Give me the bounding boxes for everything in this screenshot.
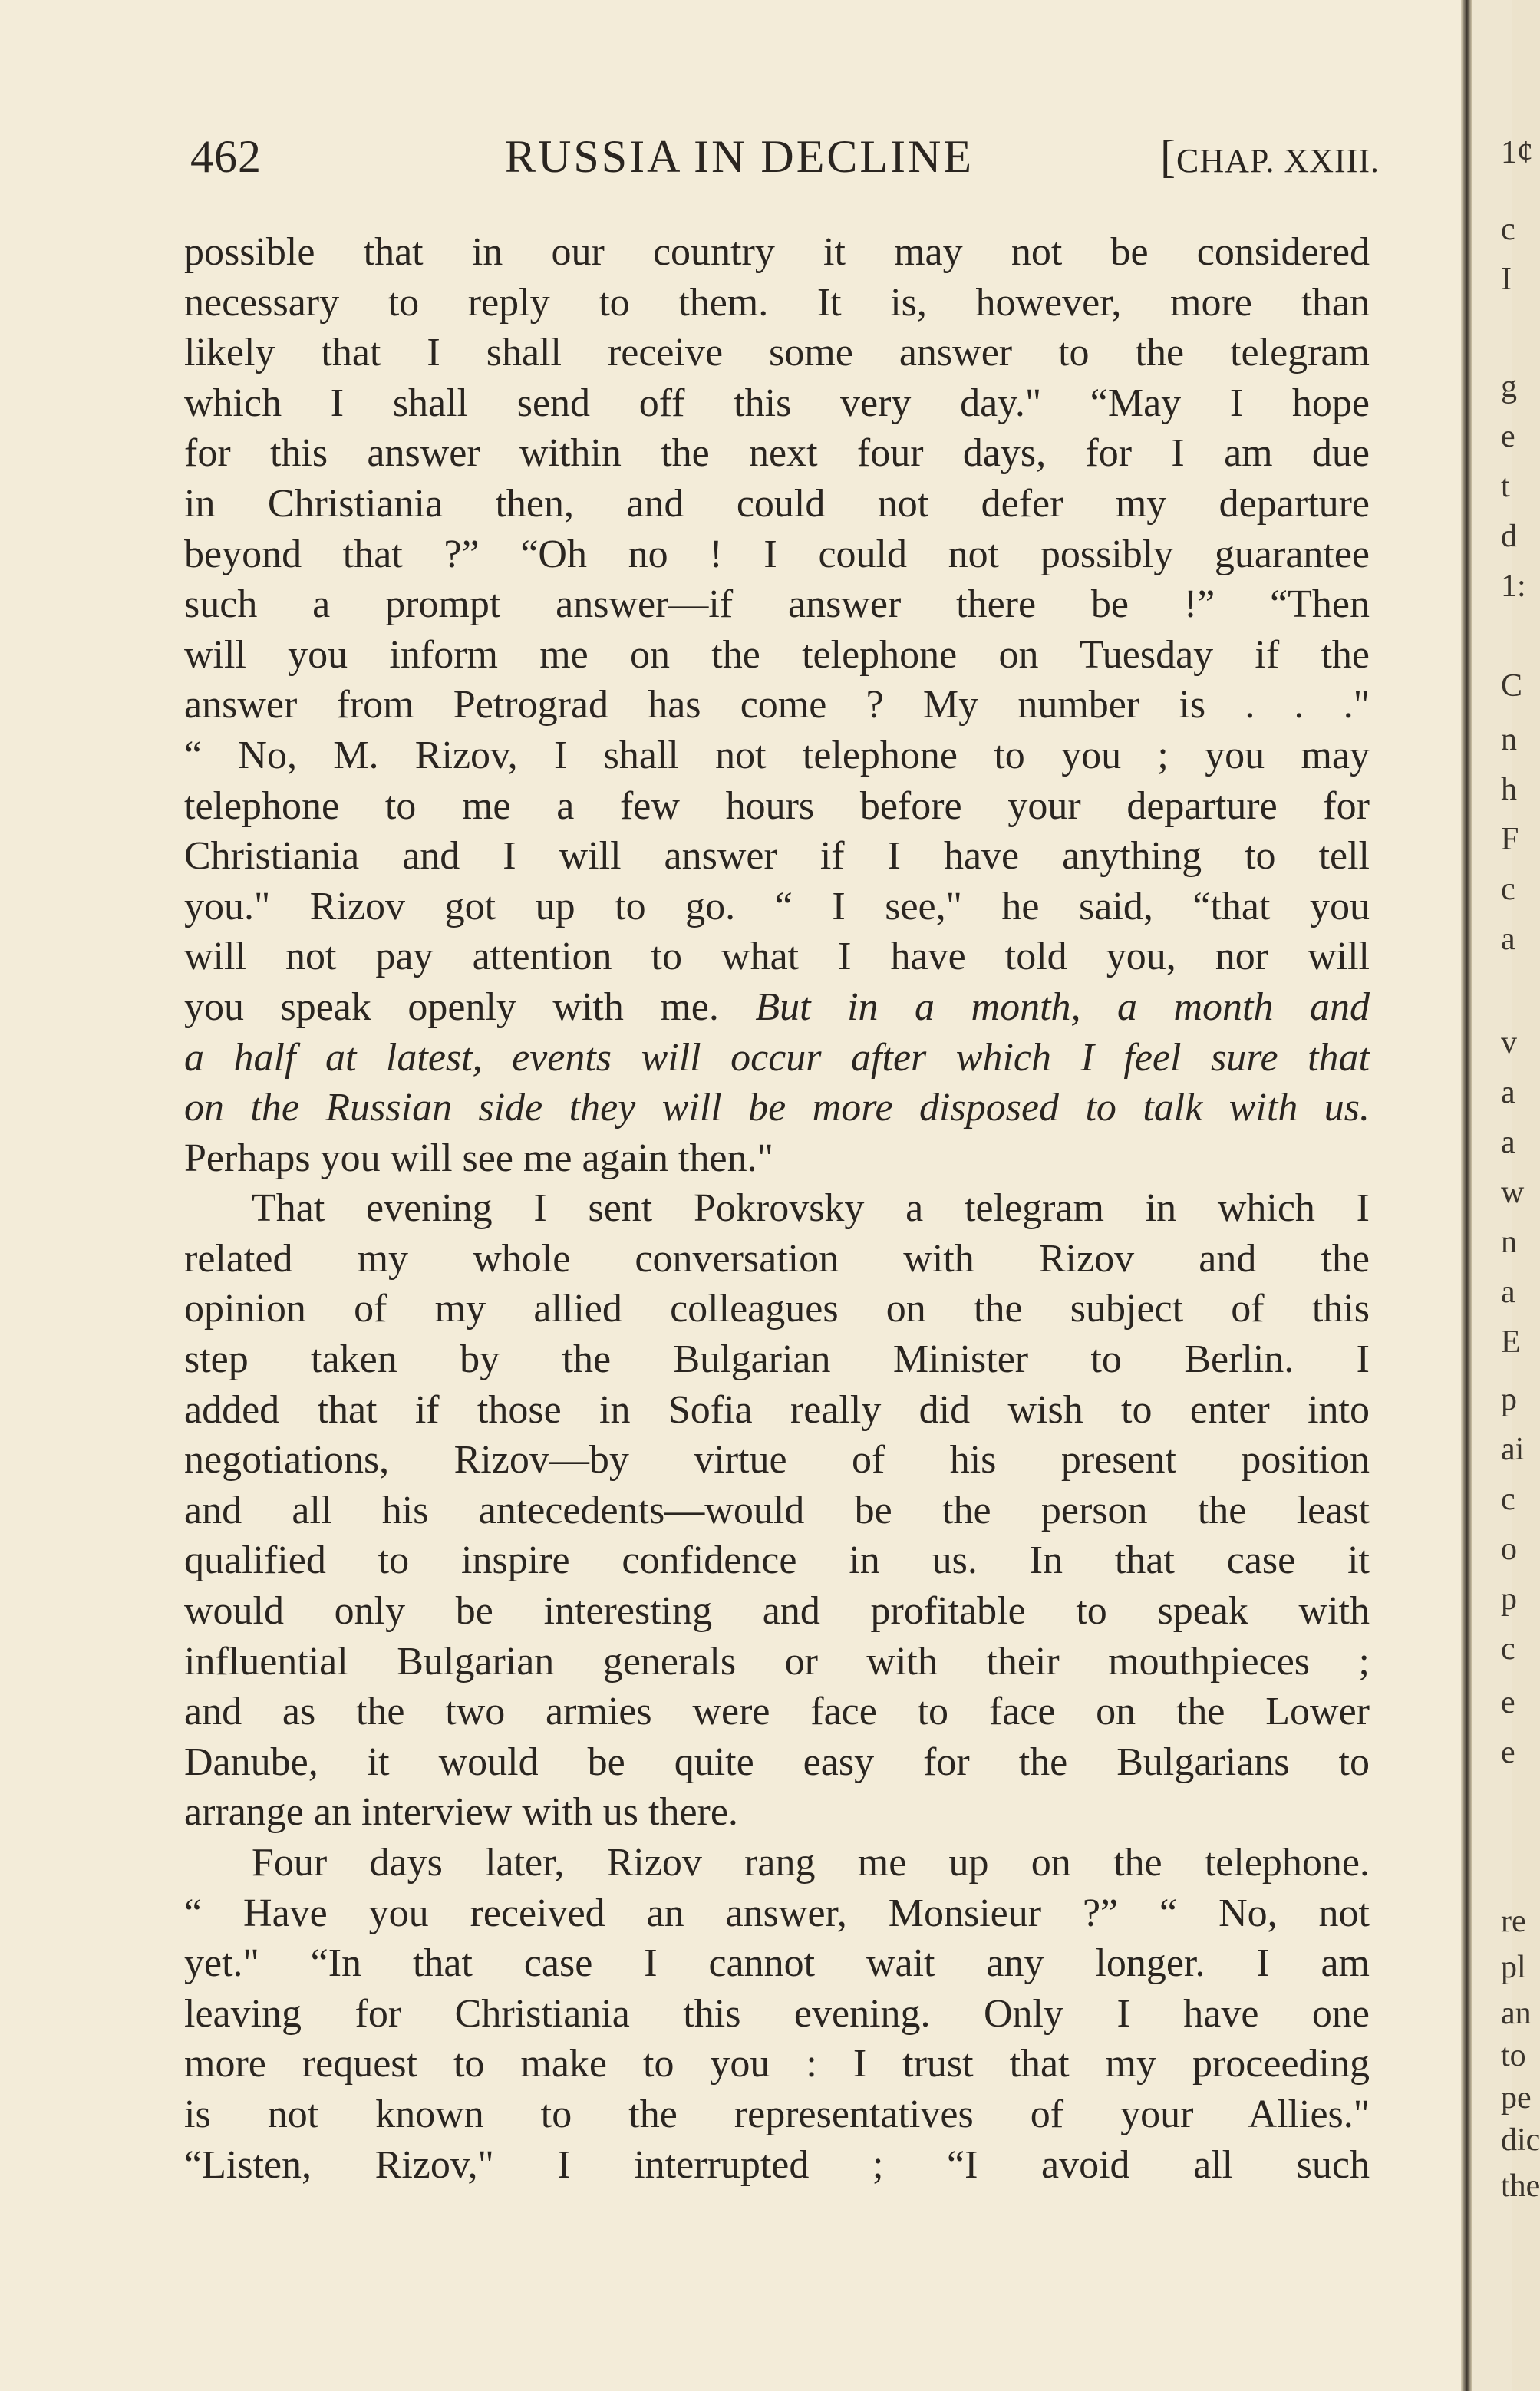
fragment: pl bbox=[1501, 1950, 1526, 1985]
text-line: Perhaps you will see me again then." bbox=[184, 1136, 773, 1180]
text-line: for this answer within the next four days, for I am due bbox=[184, 431, 1370, 476]
text-line: added that if those in Sofia really did wish to enter into bbox=[184, 1387, 1370, 1432]
fragment: e bbox=[1501, 1735, 1515, 1770]
fragment: c bbox=[1501, 1631, 1515, 1667]
fragment: E bbox=[1501, 1324, 1521, 1360]
adjacent-page-edge bbox=[1472, 0, 1540, 2391]
fragment: e bbox=[1501, 1685, 1515, 1720]
text-line: opinion of my allied colleagues on the subject of this bbox=[184, 1287, 1370, 1331]
chapter-bracket: [ bbox=[1160, 131, 1176, 182]
fragment: o bbox=[1501, 1532, 1517, 1567]
text-line: yet." “In that case I cannot wait any longer. I am bbox=[184, 1941, 1370, 1986]
text-line: telephone to me a few hours before your departure for bbox=[184, 783, 1370, 828]
text-line: “ Have you received an answer, Monsieur ?” “ No, not bbox=[184, 1891, 1370, 1935]
text-line: will not pay attention to what I have told you, nor will bbox=[184, 935, 1370, 979]
text-line: beyond that ?” “Oh no ! I could not possibly guarantee bbox=[184, 532, 1370, 576]
text-line: would only be interesting and profitable to speak with bbox=[184, 1589, 1370, 1634]
text-line: “ No, M. Rizov, I shall not telephone to you ; you may bbox=[184, 733, 1370, 777]
fragment: t bbox=[1501, 469, 1510, 504]
fragment: a bbox=[1501, 1125, 1515, 1160]
fragment: F bbox=[1501, 822, 1519, 857]
fragment: c bbox=[1501, 212, 1515, 247]
text-line: which I shall send off this very day." “May I hope bbox=[184, 381, 1370, 425]
fragment: g bbox=[1501, 369, 1517, 404]
text-line: and as the two armies were face to face on the Lower bbox=[184, 1690, 1370, 1734]
fragment: I bbox=[1501, 262, 1512, 297]
text-line: step taken by the Bulgarian Minister to Berlin. I bbox=[184, 1337, 1370, 1382]
paragraph-start: Four days later, Rizov rang me up on the telephone. bbox=[252, 1841, 1370, 1885]
fragment: C bbox=[1501, 668, 1523, 704]
fragment: a bbox=[1501, 1275, 1515, 1310]
fragment: a bbox=[1501, 922, 1515, 957]
text-line: arrange an interview with us there. bbox=[184, 1790, 738, 1835]
chapter-label: CHAP. XXIII. bbox=[1176, 142, 1380, 180]
text-line: will you inform me on the telephone on Tuesday if the bbox=[184, 632, 1370, 677]
fragment: a bbox=[1501, 1075, 1515, 1110]
text-line: “Listen, Rizov," I interrupted ; “I avoid all such bbox=[184, 2142, 1370, 2187]
fragment: v bbox=[1501, 1025, 1517, 1060]
text-line: qualified to inspire confidence in us. In that case it bbox=[184, 1538, 1370, 1583]
fragment: d bbox=[1501, 519, 1517, 554]
text-line: more request to make to you : I trust that my proceeding bbox=[184, 2042, 1370, 2086]
text-line: negotiations, Rizov—by virtue of his present position bbox=[184, 1438, 1370, 1482]
fragment: the bbox=[1501, 2168, 1540, 2204]
fragment: c bbox=[1501, 872, 1515, 907]
fragment: p bbox=[1501, 1382, 1517, 1417]
fragment: c bbox=[1501, 1482, 1515, 1517]
text-line: Danube, it would be quite easy for the Bulgarians to bbox=[184, 1740, 1370, 1784]
text-line: related my whole conversation with Rizov and the bbox=[184, 1236, 1370, 1281]
book-gutter bbox=[1461, 0, 1472, 2391]
text-line: likely that I shall receive some answer to the telegram bbox=[184, 331, 1370, 375]
fragment: ai bbox=[1501, 1432, 1525, 1467]
fragment: 1¢ bbox=[1501, 135, 1533, 170]
text-line: you." Rizov got up to go. “ I see," he said, “that you bbox=[184, 884, 1370, 928]
page-number: 462 bbox=[190, 131, 262, 182]
italic-line: a half at latest, events will occur after which I feel sure that bbox=[184, 1035, 1370, 1080]
italic-line: on the Russian side they will be more disposed to talk with us. bbox=[184, 1086, 1370, 1130]
text-line: influential Bulgarian generals or with their mouthpieces ; bbox=[184, 1639, 1370, 1684]
text-line: such a prompt answer—if answer there be !” “Then bbox=[184, 582, 1370, 627]
text-line: in Christiania then, and could not defer my departure bbox=[184, 481, 1370, 526]
fragment: n bbox=[1501, 1225, 1517, 1260]
fragment: w bbox=[1501, 1175, 1525, 1210]
fragment: 1: bbox=[1501, 569, 1526, 604]
text-line: necessary to reply to them. It is, however, more than bbox=[184, 280, 1370, 325]
fragment: to bbox=[1501, 2038, 1526, 2073]
text-line: answer from Petrograd has come ? My number is . . ." bbox=[184, 683, 1370, 727]
fragment: h bbox=[1501, 772, 1517, 807]
running-title: RUSSIA IN DECLINE bbox=[505, 131, 974, 182]
text-segment: you speak openly with me. bbox=[184, 984, 719, 1029]
fragment: e bbox=[1501, 419, 1515, 454]
text-line: leaving for Christiania this evening. Only I have one bbox=[184, 1991, 1370, 2036]
italic-segment: But in a month, a month and bbox=[755, 984, 1370, 1029]
text-line-mixed bbox=[184, 982, 1370, 1033]
text-line: is not known to the representatives of your Allies." bbox=[184, 2092, 1370, 2136]
fragment: p bbox=[1501, 1581, 1517, 1617]
text-line: Christiania and I will answer if I have anything to tell bbox=[184, 834, 1370, 879]
body-text bbox=[184, 227, 1370, 2190]
text-line: and all his antecedents—would be the person the least bbox=[184, 1488, 1370, 1532]
fragment: an bbox=[1501, 1996, 1532, 2031]
running-header bbox=[190, 130, 1380, 184]
chapter-reference bbox=[1160, 130, 1380, 183]
text-line: possible that in our country it may not be considered bbox=[184, 230, 1370, 274]
fragment: pe bbox=[1501, 2080, 1532, 2116]
fragment: n bbox=[1501, 722, 1517, 757]
fragment: re bbox=[1501, 1904, 1526, 1939]
paragraph-start: That evening I sent Pokrovsky a telegram in which I bbox=[252, 1186, 1370, 1231]
fragment: dic bbox=[1501, 2122, 1540, 2158]
